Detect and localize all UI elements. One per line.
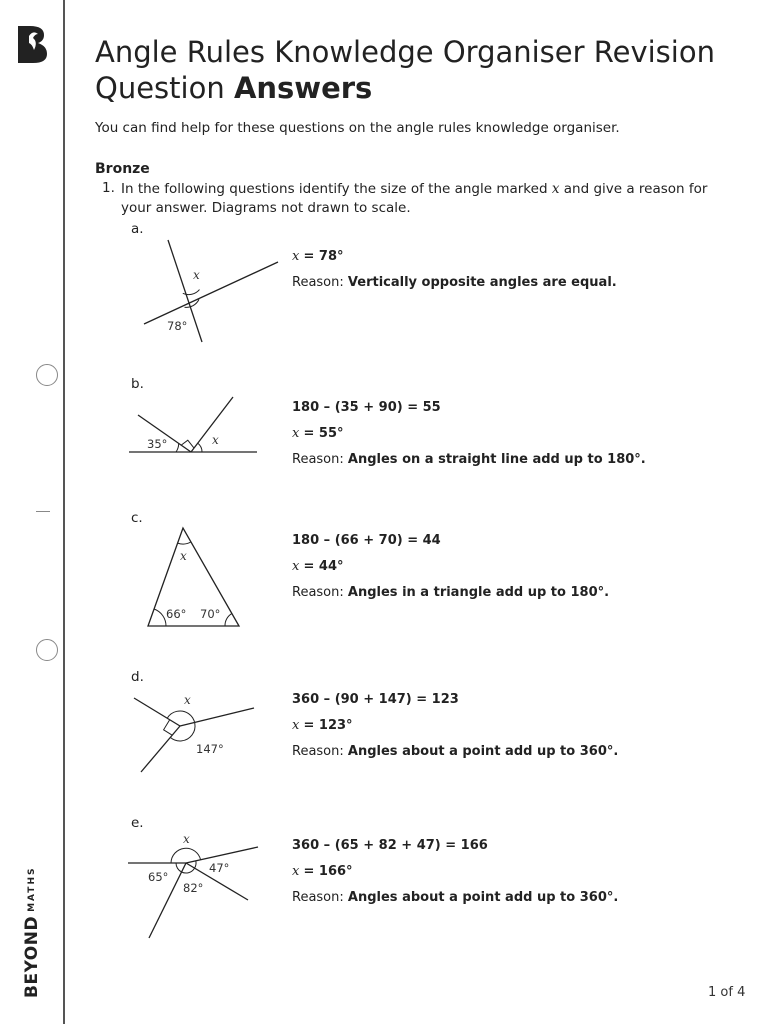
answer-d-var: x <box>292 718 300 733</box>
part-label-b: b. <box>131 376 144 392</box>
diagram-e-label-47: 47° <box>209 861 230 875</box>
answer-b-working: 180 – (35 + 90) = 55 <box>292 400 441 415</box>
answer-b-value: = 55° <box>303 426 344 441</box>
diagram-b <box>126 393 262 459</box>
diagram-a-label-78: 78° <box>167 319 188 333</box>
answer-a-var: x <box>292 249 300 264</box>
part-label-a: a. <box>131 221 144 237</box>
answer-d-value: = 123° <box>303 718 353 733</box>
diagram-b-label-x: x <box>212 433 219 447</box>
brand-sub: MATHS <box>27 866 37 912</box>
answer-c-working: 180 – (66 + 70) = 44 <box>292 533 441 548</box>
answer-a-value: = 78° <box>303 249 344 264</box>
answer-e-working: 360 – (65 + 82 + 47) = 166 <box>292 838 488 853</box>
punch-hole <box>36 639 58 661</box>
answer-e-value: = 166° <box>303 864 353 879</box>
answer-d-working: 360 – (90 + 147) = 123 <box>292 692 459 707</box>
answer-b-var: x <box>292 426 300 441</box>
diagram-c-label-70: 70° <box>200 607 221 621</box>
answer-b <box>292 398 646 476</box>
diagram-d <box>130 688 260 778</box>
diagram-a-label-x: x <box>193 268 200 282</box>
question-text-part1: In the following questions identify the size of the angle marked <box>121 181 548 197</box>
punch-hole <box>36 364 58 386</box>
question-number: 1. <box>102 180 115 196</box>
answer-c <box>292 531 609 609</box>
brand-mark <box>22 867 42 998</box>
answer-c-reason: Angles in a triangle add up to 180°. <box>347 585 610 600</box>
diagram-d-label-147: 147° <box>196 742 224 756</box>
question-text <box>121 180 741 218</box>
diagram-c <box>140 522 246 632</box>
margin-line <box>63 0 65 1024</box>
page-number: 1 of 4 <box>708 985 746 1000</box>
answer-e-var: x <box>292 864 300 879</box>
title-bold: Answers <box>233 71 373 105</box>
diagram-a <box>138 234 288 349</box>
answer-d-reason: Angles about a point add up to 360°. <box>347 744 619 759</box>
answer-d <box>292 690 618 768</box>
fold-mark <box>36 511 50 512</box>
answer-a-reason: Vertically opposite angles are equal. <box>347 275 617 290</box>
page-title <box>95 34 735 106</box>
answer-b-reason: Angles on a straight line add up to 180°. <box>347 452 646 467</box>
diagram-d-label-x: x <box>184 693 191 707</box>
diagram-c-label-66: 66° <box>166 607 187 621</box>
part-label-c: c. <box>131 510 143 526</box>
diagram-e <box>124 832 264 944</box>
beyond-logo-icon <box>16 24 50 68</box>
part-label-e: e. <box>131 815 144 831</box>
diagram-e-label-x: x <box>183 832 190 846</box>
answer-b-reason-label: Reason: <box>292 452 344 467</box>
question-var: x <box>551 181 560 197</box>
answer-e-reason: Angles about a point add up to 360°. <box>347 890 619 905</box>
answer-c-reason-label: Reason: <box>292 585 344 600</box>
title-main: Angle Rules Knowledge Organiser Revision Question <box>95 35 715 105</box>
diagram-e-label-65: 65° <box>148 870 169 884</box>
answer-e-reason-label: Reason: <box>292 890 344 905</box>
answer-d-reason-label: Reason: <box>292 744 344 759</box>
answer-e <box>292 836 618 914</box>
answer-a-reason-label: Reason: <box>292 275 344 290</box>
diagram-e-label-82: 82° <box>183 881 204 895</box>
question-text-part2: and give a reason for your answer. Diagrams not drawn to scale. <box>121 181 708 216</box>
answer-c-var: x <box>292 559 300 574</box>
diagram-c-label-x: x <box>180 549 187 563</box>
brand-name: BEYOND <box>22 915 42 998</box>
intro-text: You can find help for these questions on the angle rules knowledge organiser. <box>95 120 620 136</box>
section-label: Bronze <box>95 161 150 177</box>
diagram-b-label-35: 35° <box>147 437 168 451</box>
answer-c-value: = 44° <box>303 559 344 574</box>
part-label-d: d. <box>131 669 144 685</box>
answer-a <box>292 247 617 299</box>
